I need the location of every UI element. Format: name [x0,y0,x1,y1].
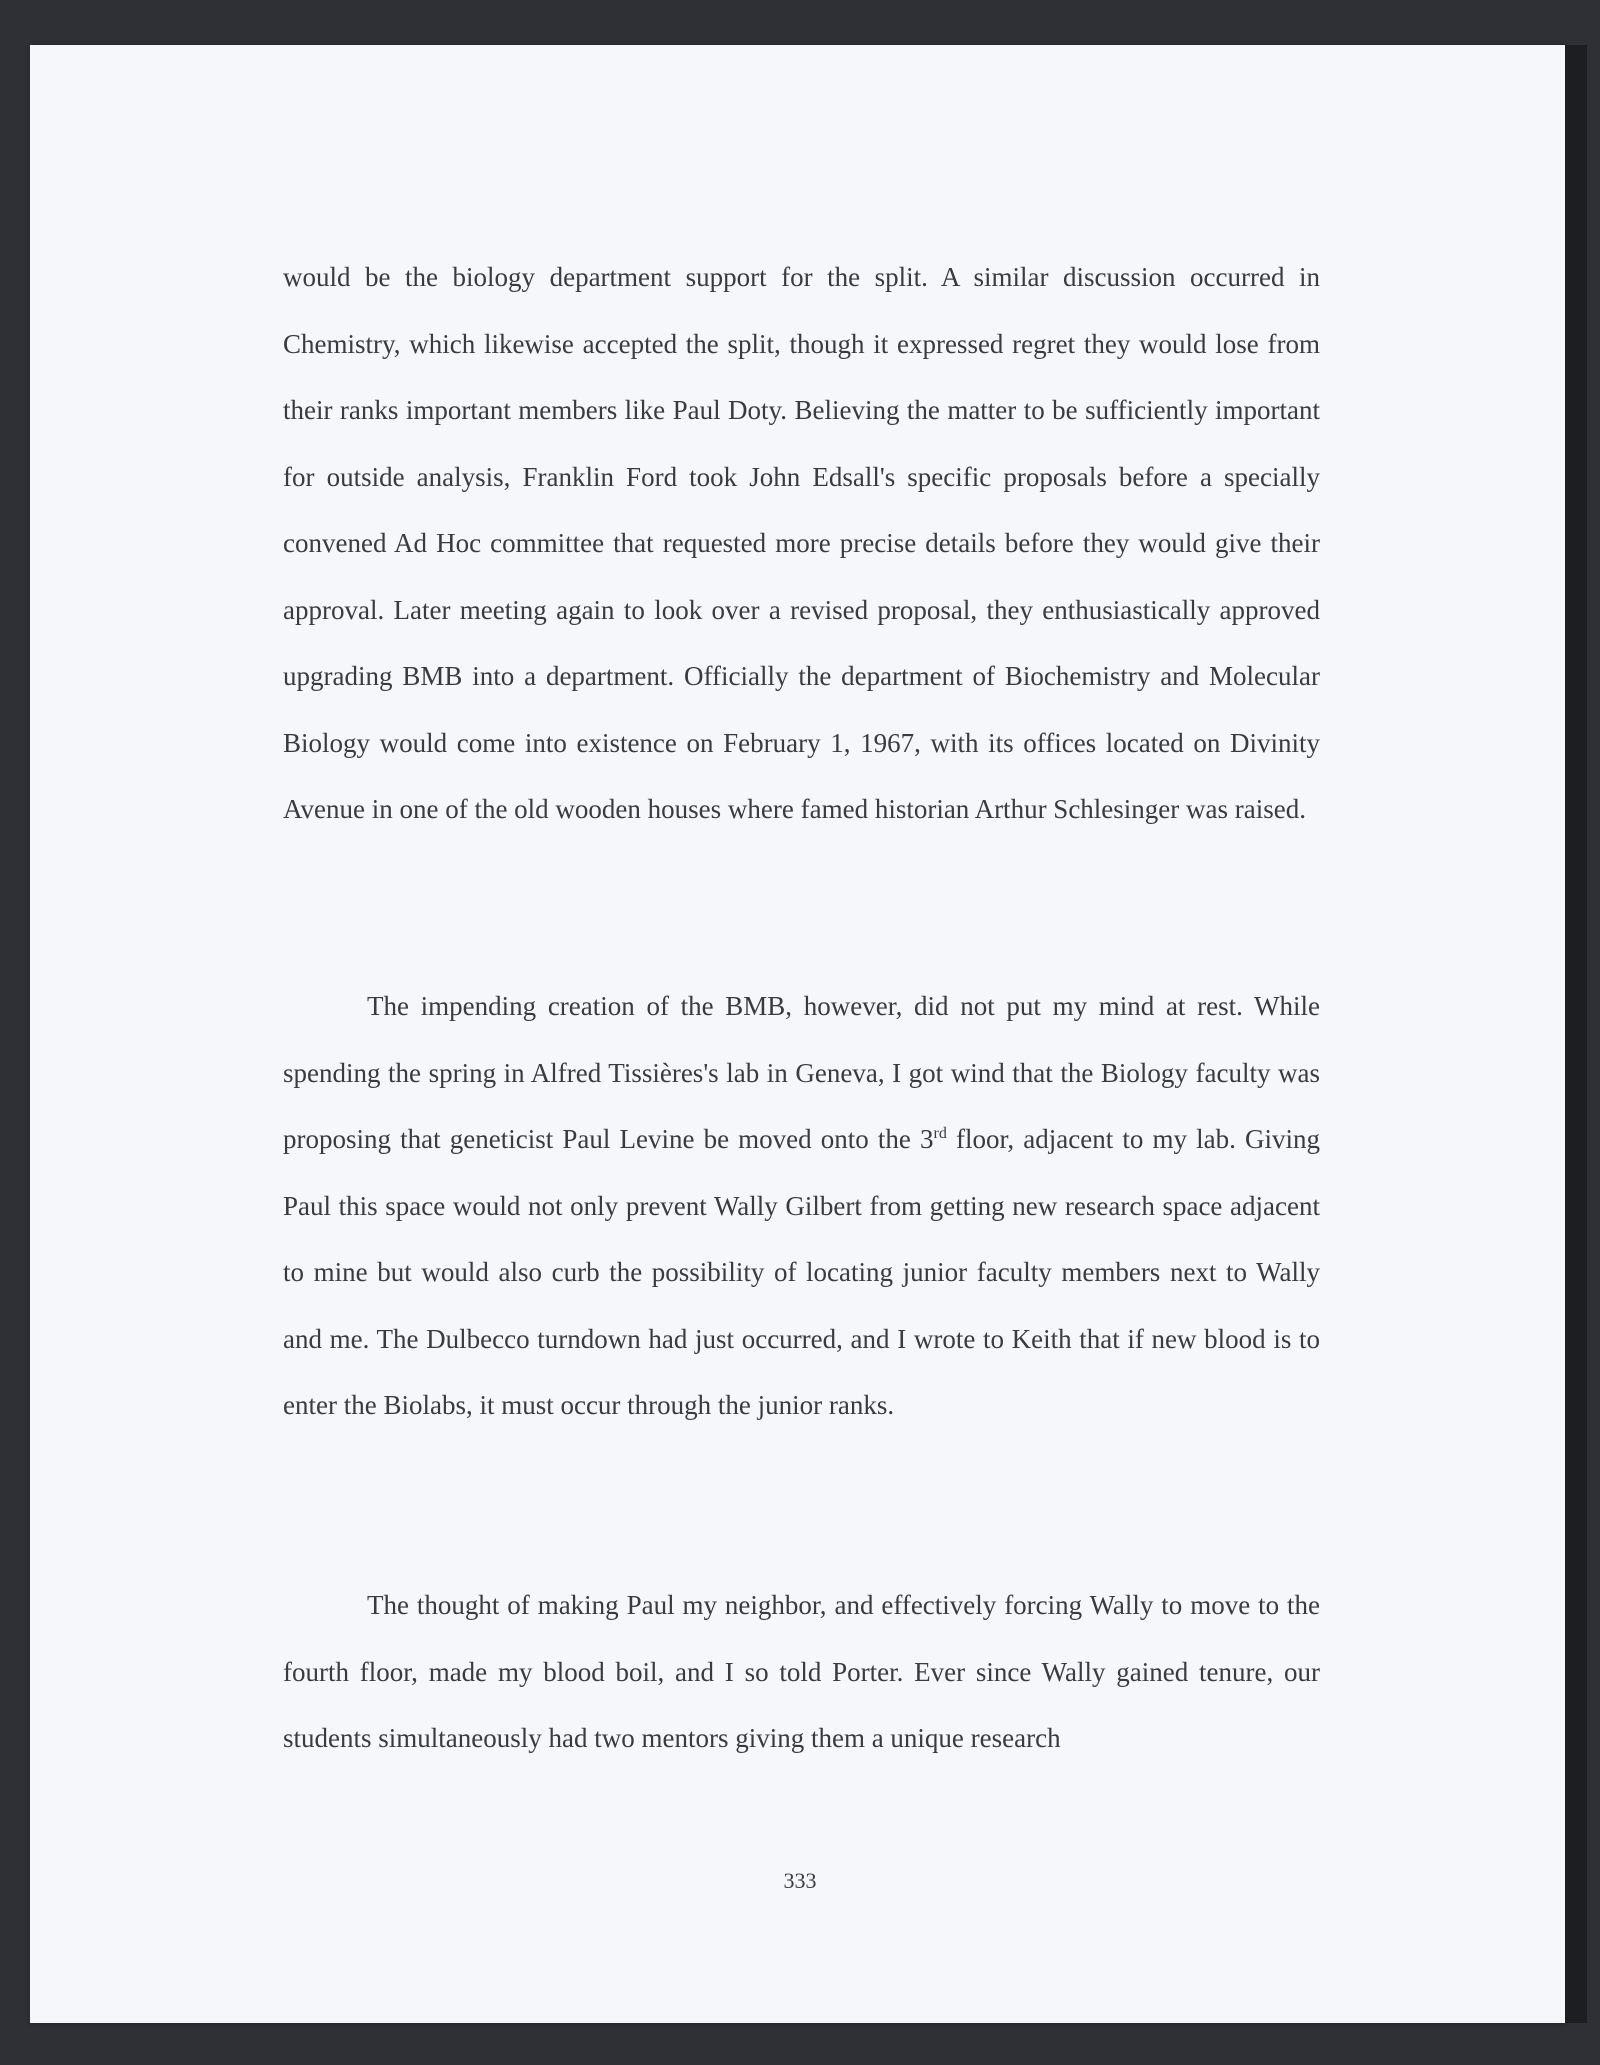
page-edge-shadow [1565,45,1587,2023]
ordinal-superscript: rd [933,1125,947,1142]
paragraph-text-part: floor, adjacent to my lab. Giving Paul this space would not only prevent Wally Gilbert from getting new research space adjacent to mine but would also curb the possibility of locating junior faculty members next to Wally and me. The Dulbecco turndown had just occurred, and I wrote to Keith that if new blood is to enter the Biolabs, it must occur through the junior ranks. [283,1124,1320,1420]
paragraph-text-part: The impending creation of the BMB, however, did not put my mind at rest. While spending the spring in Alfred Tissières's lab in Geneva, I got wind that the Biology faculty was proposing that geneticist Paul Levine be moved onto the 3 [283,991,1320,1154]
paragraph-continuation: would be the biology department support for the split. A similar discussion occurred in Chemistry, which likewise accepted the split, though it expressed regret they would lose from their ranks important members like Paul Doty. Believing the matter to be sufficiently important for outside analysis, Franklin Ford took John Edsall's specific proposals before a specially convened Ad Hoc committee that requested more precise details before they would give their approval. Later meeting again to look over a revised proposal, they enthusiastically approved upgrading BMB into a department. Officially the department of Biochemistry and Molecular Biology would come into existence on February 1, 1967, with its offices located on Divinity Avenue in one of the old wooden houses where famed historian Arthur Schlesinger was raised. [283,262,1320,824]
paragraph-bmb-creation [283,973,1320,1439]
paragraph-neighbor: The thought of making Paul my neighbor, and effectively forcing Wally to move to the fourth floor, made my blood boil, and I so told Porter. Ever since Wally gained tenure, our students simultaneously had two mentors giving them a unique research [283,1590,1320,1753]
page-number: 333 [783,1868,817,1893]
